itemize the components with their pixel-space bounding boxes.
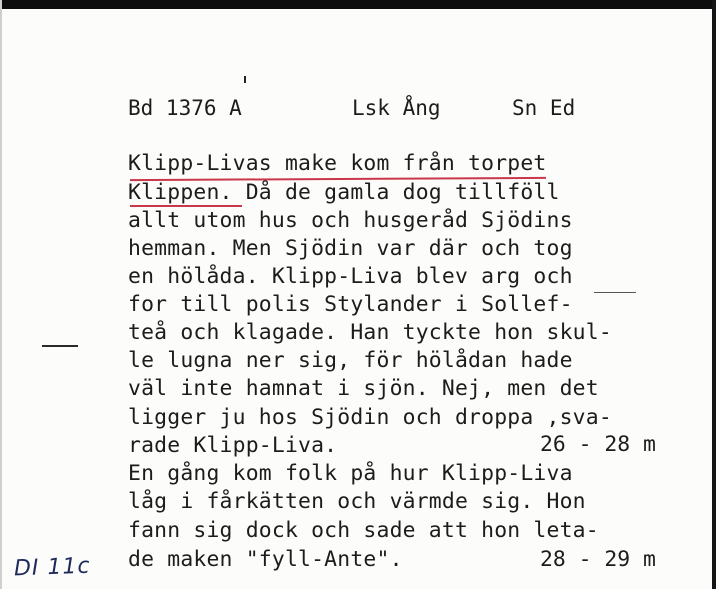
- ink-speck: [244, 76, 246, 83]
- text-line: En gång kom folk på hur Klipp-Liva: [128, 461, 573, 486]
- parish-label: Sn Ed: [512, 96, 576, 120]
- record-reference: Bd 1376 A: [128, 96, 242, 120]
- page-reference: 28 - 29 m: [540, 547, 656, 572]
- area-label: Lsk Ång: [352, 96, 441, 120]
- text-line: allt utom hus och husgeråd Sjödins: [128, 208, 573, 233]
- scan-top-edge: [0, 0, 716, 9]
- page-reference: 26 - 28 m: [540, 432, 656, 457]
- text-line: låg i fårkätten och värmde sig. Hon: [128, 489, 586, 514]
- text-line: for till polis Stylander i Sollef-: [128, 292, 573, 317]
- text-line: teå och klagade. Han tyckte hon skul-: [128, 320, 612, 345]
- text-line: väl inte hamnat i sjön. Nej, men det: [128, 376, 599, 401]
- text-line: le lugna ner sig, för hölådan hade: [128, 348, 573, 373]
- margin-dash: [42, 345, 78, 347]
- stray-mark: [594, 292, 636, 293]
- text-line: ligger ju hos Sjödin och droppa ,sva-: [128, 405, 612, 430]
- red-underline: [130, 205, 242, 207]
- text-line: Klipp-Livas make kom från torpet: [128, 151, 547, 176]
- scan-right-edge: [712, 0, 716, 589]
- text-line: de maken "fyll-Ante".: [128, 547, 403, 572]
- text-line: fann sig dock och sade att hon leta-: [128, 518, 599, 543]
- archive-code: DI 11c: [13, 553, 91, 582]
- text-line: hemman. Men Sjödin var där och tog: [128, 236, 573, 261]
- text-line: Klippen. Då de gamla dog tillföll: [128, 180, 560, 205]
- text-line: en hölåda. Klipp-Liva blev arg och: [128, 264, 573, 289]
- scan-left-edge: [0, 0, 2, 589]
- text-line: rade Klipp-Liva.: [128, 433, 338, 458]
